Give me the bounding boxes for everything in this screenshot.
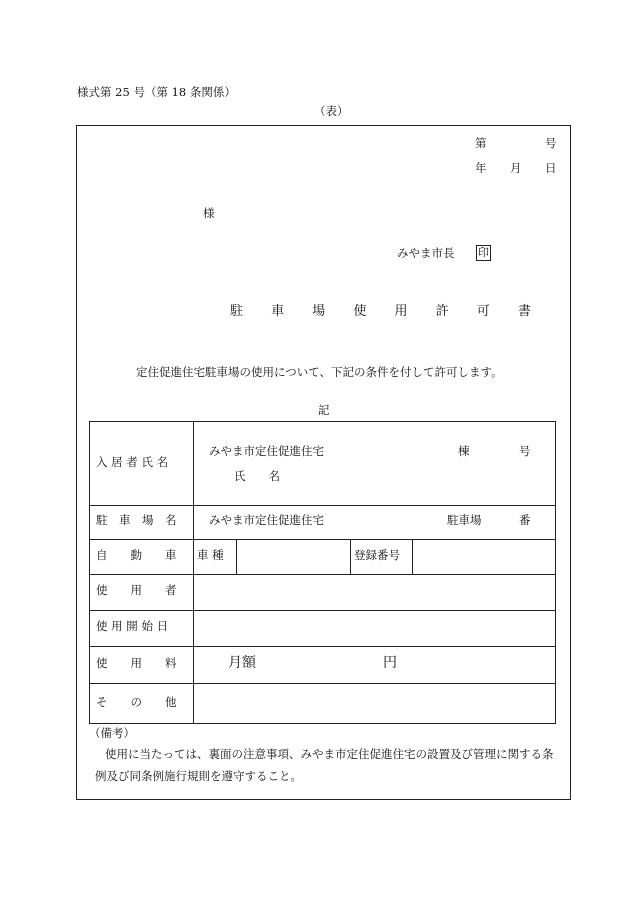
- tenant-housing: みやま市定住促進住宅: [209, 444, 324, 458]
- ki-label: 記: [318, 403, 330, 417]
- tenant-building: 棟: [458, 444, 470, 458]
- user-label: 使 用 者: [96, 583, 177, 597]
- issue-day: 日: [545, 161, 557, 175]
- addressee-honorific: 様: [203, 206, 215, 220]
- issuer-name: みやま市長: [397, 246, 455, 260]
- tenant-label: 入 居 者 氏 名: [96, 455, 169, 469]
- issue-number-suffix: 号: [545, 136, 557, 150]
- fee-label: 使 用 料: [96, 656, 177, 670]
- side-label: （表）: [314, 104, 349, 118]
- seal-mark: 印: [478, 246, 489, 259]
- car-type-label: 車 種: [197, 548, 224, 562]
- remarks-heading: （備考）: [89, 726, 135, 740]
- row-divider: [90, 574, 555, 575]
- parking-label: 駐 車 場 名: [96, 513, 177, 527]
- label-column-divider: [193, 422, 194, 724]
- car-cell-divider: [350, 539, 351, 574]
- row-divider: [90, 683, 555, 684]
- car-label: 自 動 車: [96, 548, 177, 562]
- fee-monthly: 月額: [228, 655, 256, 671]
- parking-housing: みやま市定住促進住宅: [209, 513, 324, 527]
- issue-year: 年: [475, 161, 487, 175]
- row-divider: [90, 539, 555, 540]
- reg-number-label: 登録番号: [354, 548, 400, 562]
- parking-lot: 駐車場: [447, 513, 482, 527]
- row-divider: [90, 646, 555, 647]
- start-date-label: 使 用 開 始 日: [96, 619, 169, 633]
- car-cell-divider: [236, 539, 237, 574]
- intro-text: 定住促進住宅駐車場の使用について、下記の条件を付して許可します。: [136, 365, 503, 379]
- fee-yen: 円: [383, 655, 397, 671]
- row-divider: [90, 505, 555, 506]
- remarks-line-1: 使用に当たっては、裏面の注意事項、みやま市定住促進住宅の設置及び管理に関する条: [105, 747, 554, 761]
- issue-number-prefix: 第: [475, 136, 487, 150]
- tenant-room: 号: [519, 444, 531, 458]
- remarks-line-2: 例及び同条例施行規則を遵守すること。: [95, 769, 302, 783]
- other-label: そ の 他: [96, 695, 177, 709]
- parking-number: 番: [519, 513, 531, 527]
- document-title: 駐 車 場 使 用 許 可 書: [230, 304, 543, 319]
- row-divider: [90, 610, 555, 611]
- tenant-name-label: 氏 名: [234, 469, 280, 483]
- car-cell-divider: [412, 539, 413, 574]
- form-number: 様式第 25 号（第 18 条関係）: [77, 85, 236, 99]
- issue-month: 月: [510, 161, 522, 175]
